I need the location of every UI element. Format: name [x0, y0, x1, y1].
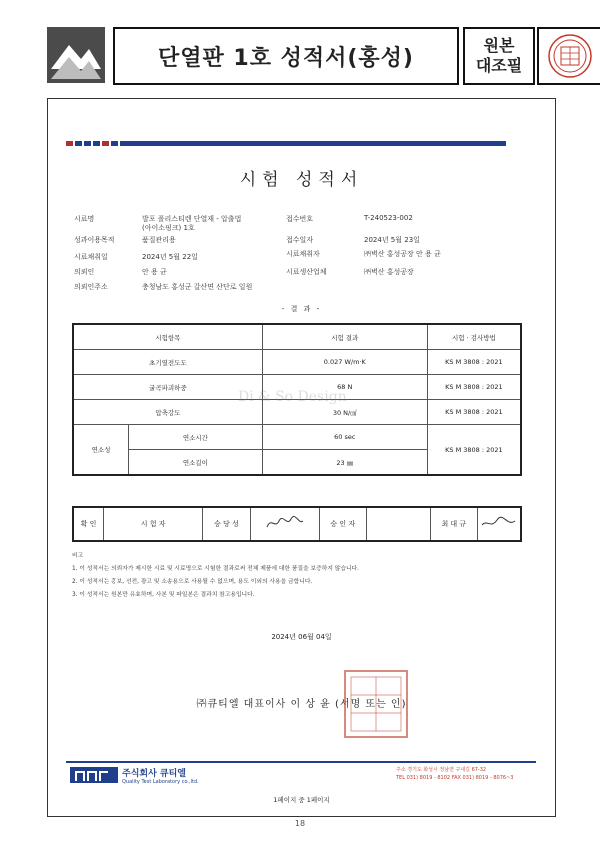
sign-cell: [366, 507, 430, 541]
issue-date: 2024년 06월 04일: [271, 633, 332, 641]
result-cell: 30 N/㎠: [262, 400, 427, 425]
page-title: 단열판 1호 성적서(홍성): [113, 27, 459, 85]
item-cell: 초기열전도도: [73, 350, 262, 375]
table-row: [73, 425, 521, 450]
info-label: 의뢰인: [74, 268, 95, 276]
sign-cell: 최 대 규: [430, 507, 477, 541]
info-label: 성과이용목적: [74, 236, 115, 244]
page-indicator: 1페이지 중 1페이지: [273, 796, 330, 804]
receipt-date: 2024년 5월 23일: [364, 236, 420, 244]
original-line1: 원본: [483, 36, 515, 55]
address-line: 주소 경기도 화성시 정남면 구내길 67-32: [396, 767, 487, 773]
sign-cell: 승 당 성: [203, 507, 250, 541]
test-report-document: [47, 98, 556, 817]
document-title: 시험 성적서: [239, 170, 364, 190]
company-english-name: Quality Test Laboratory co.,ltd.: [122, 779, 199, 785]
company-logo-icon: [47, 27, 105, 83]
company-name: 주식회사 큐티엘: [122, 769, 186, 779]
manufacturer: ㈜벽산 홍성공장: [364, 268, 414, 276]
client-name: 안 용 균: [142, 268, 167, 276]
sample-name: 발포 폴리스티렌 단열재 - 압출법: [142, 215, 242, 223]
note-item: 3. 이 성적서는 원본만 유효하며, 사본 및 파일본은 결과치 참고용입니다.: [72, 592, 255, 598]
result-cell: 23 ㎜: [262, 450, 427, 476]
result-cell: 60 sec: [262, 425, 427, 450]
official-seal-icon: [341, 667, 411, 741]
result-cell: 0.027 W/m·K: [262, 350, 427, 375]
contact-line: TEL 031) 8019 - 8102 FAX 031) 8019 - 8076~3: [396, 775, 514, 781]
watermark: Di & So Design: [238, 389, 347, 405]
method-cell: KS M 3808 : 2021: [427, 425, 521, 476]
original-line2: 대조필: [475, 56, 523, 75]
page-number: 18: [294, 819, 306, 828]
notes-heading: 비고: [72, 553, 84, 559]
header-cell: 시험 · 검사방법: [427, 324, 521, 350]
item-cell: 압축강도: [73, 400, 262, 425]
sample-name-cont: (아이소핑크) 1호: [142, 224, 195, 232]
sign-cell: 시 험 자: [103, 507, 202, 541]
info-label: 시료명: [74, 215, 95, 223]
info-label: 접수번호: [286, 215, 314, 223]
signature-mark: [478, 507, 522, 541]
signature-table: [72, 506, 522, 542]
seal-stamp-box: [537, 27, 600, 85]
result-cell: 68 N: [262, 375, 427, 400]
sub-item-cell: 연소길이: [129, 450, 263, 476]
method-cell: KS M 3808 : 2021: [427, 375, 521, 400]
table-header-row: [73, 324, 521, 350]
header-cell: 시험항목: [73, 324, 262, 350]
seal-stamp-icon: [547, 33, 593, 79]
info-label: 의뢰인주소: [74, 283, 108, 291]
note-item: 2. 이 성적서는 홍보, 선전, 광고 및 소송용으로 사용될 수 없으며, 용도 이외의 사용을 금합니다.: [72, 579, 313, 585]
purpose-value: 품질관리용: [142, 236, 176, 244]
original-verified-label: [463, 27, 535, 85]
footer-divider: [66, 761, 536, 763]
table-row: [73, 507, 521, 541]
item-cell: 연소성: [73, 425, 129, 476]
company-address: [396, 766, 513, 782]
results-section-title: - 결 과 -: [281, 305, 322, 313]
sign-cell: 승 인 자: [319, 507, 366, 541]
client-address: 충청남도 홍성군 갈산면 산단로 일원: [142, 283, 253, 291]
info-label: 접수일자: [286, 236, 314, 244]
info-label: 시료채취자: [286, 250, 320, 258]
table-row: [73, 350, 521, 375]
qtl-logo-icon: [70, 764, 118, 786]
sub-item-cell: 연소시간: [129, 425, 263, 450]
header-cell: 시험 결과: [262, 324, 427, 350]
issuer-line: ㈜큐티엘 대표이사 이 상 윤 (서명 또는 인): [196, 699, 407, 710]
sign-cell: 확 인: [73, 507, 103, 541]
receipt-number: T-240523-002: [364, 214, 413, 222]
signature-mark: [250, 507, 319, 541]
item-cell: 굴곡파괴하중: [73, 375, 262, 400]
method-cell: KS M 3808 : 2021: [427, 400, 521, 425]
info-label: 시료채취일: [74, 253, 108, 261]
sampler: ㈜벽산 홍성공장 안 용 균: [364, 250, 441, 258]
sampling-date: 2024년 5월 22일: [142, 253, 198, 261]
note-item: 1. 이 성적서는 의뢰자가 제시한 시료 및 시료명으로 시험한 결과로써 전체 제품에 대한 품질을 보증하지 않습니다.: [72, 566, 360, 572]
method-cell: KS M 3808 : 2021: [427, 350, 521, 375]
page-header: [47, 27, 555, 83]
header-stripe: [66, 141, 506, 146]
info-label: 시료생산업체: [286, 268, 327, 276]
